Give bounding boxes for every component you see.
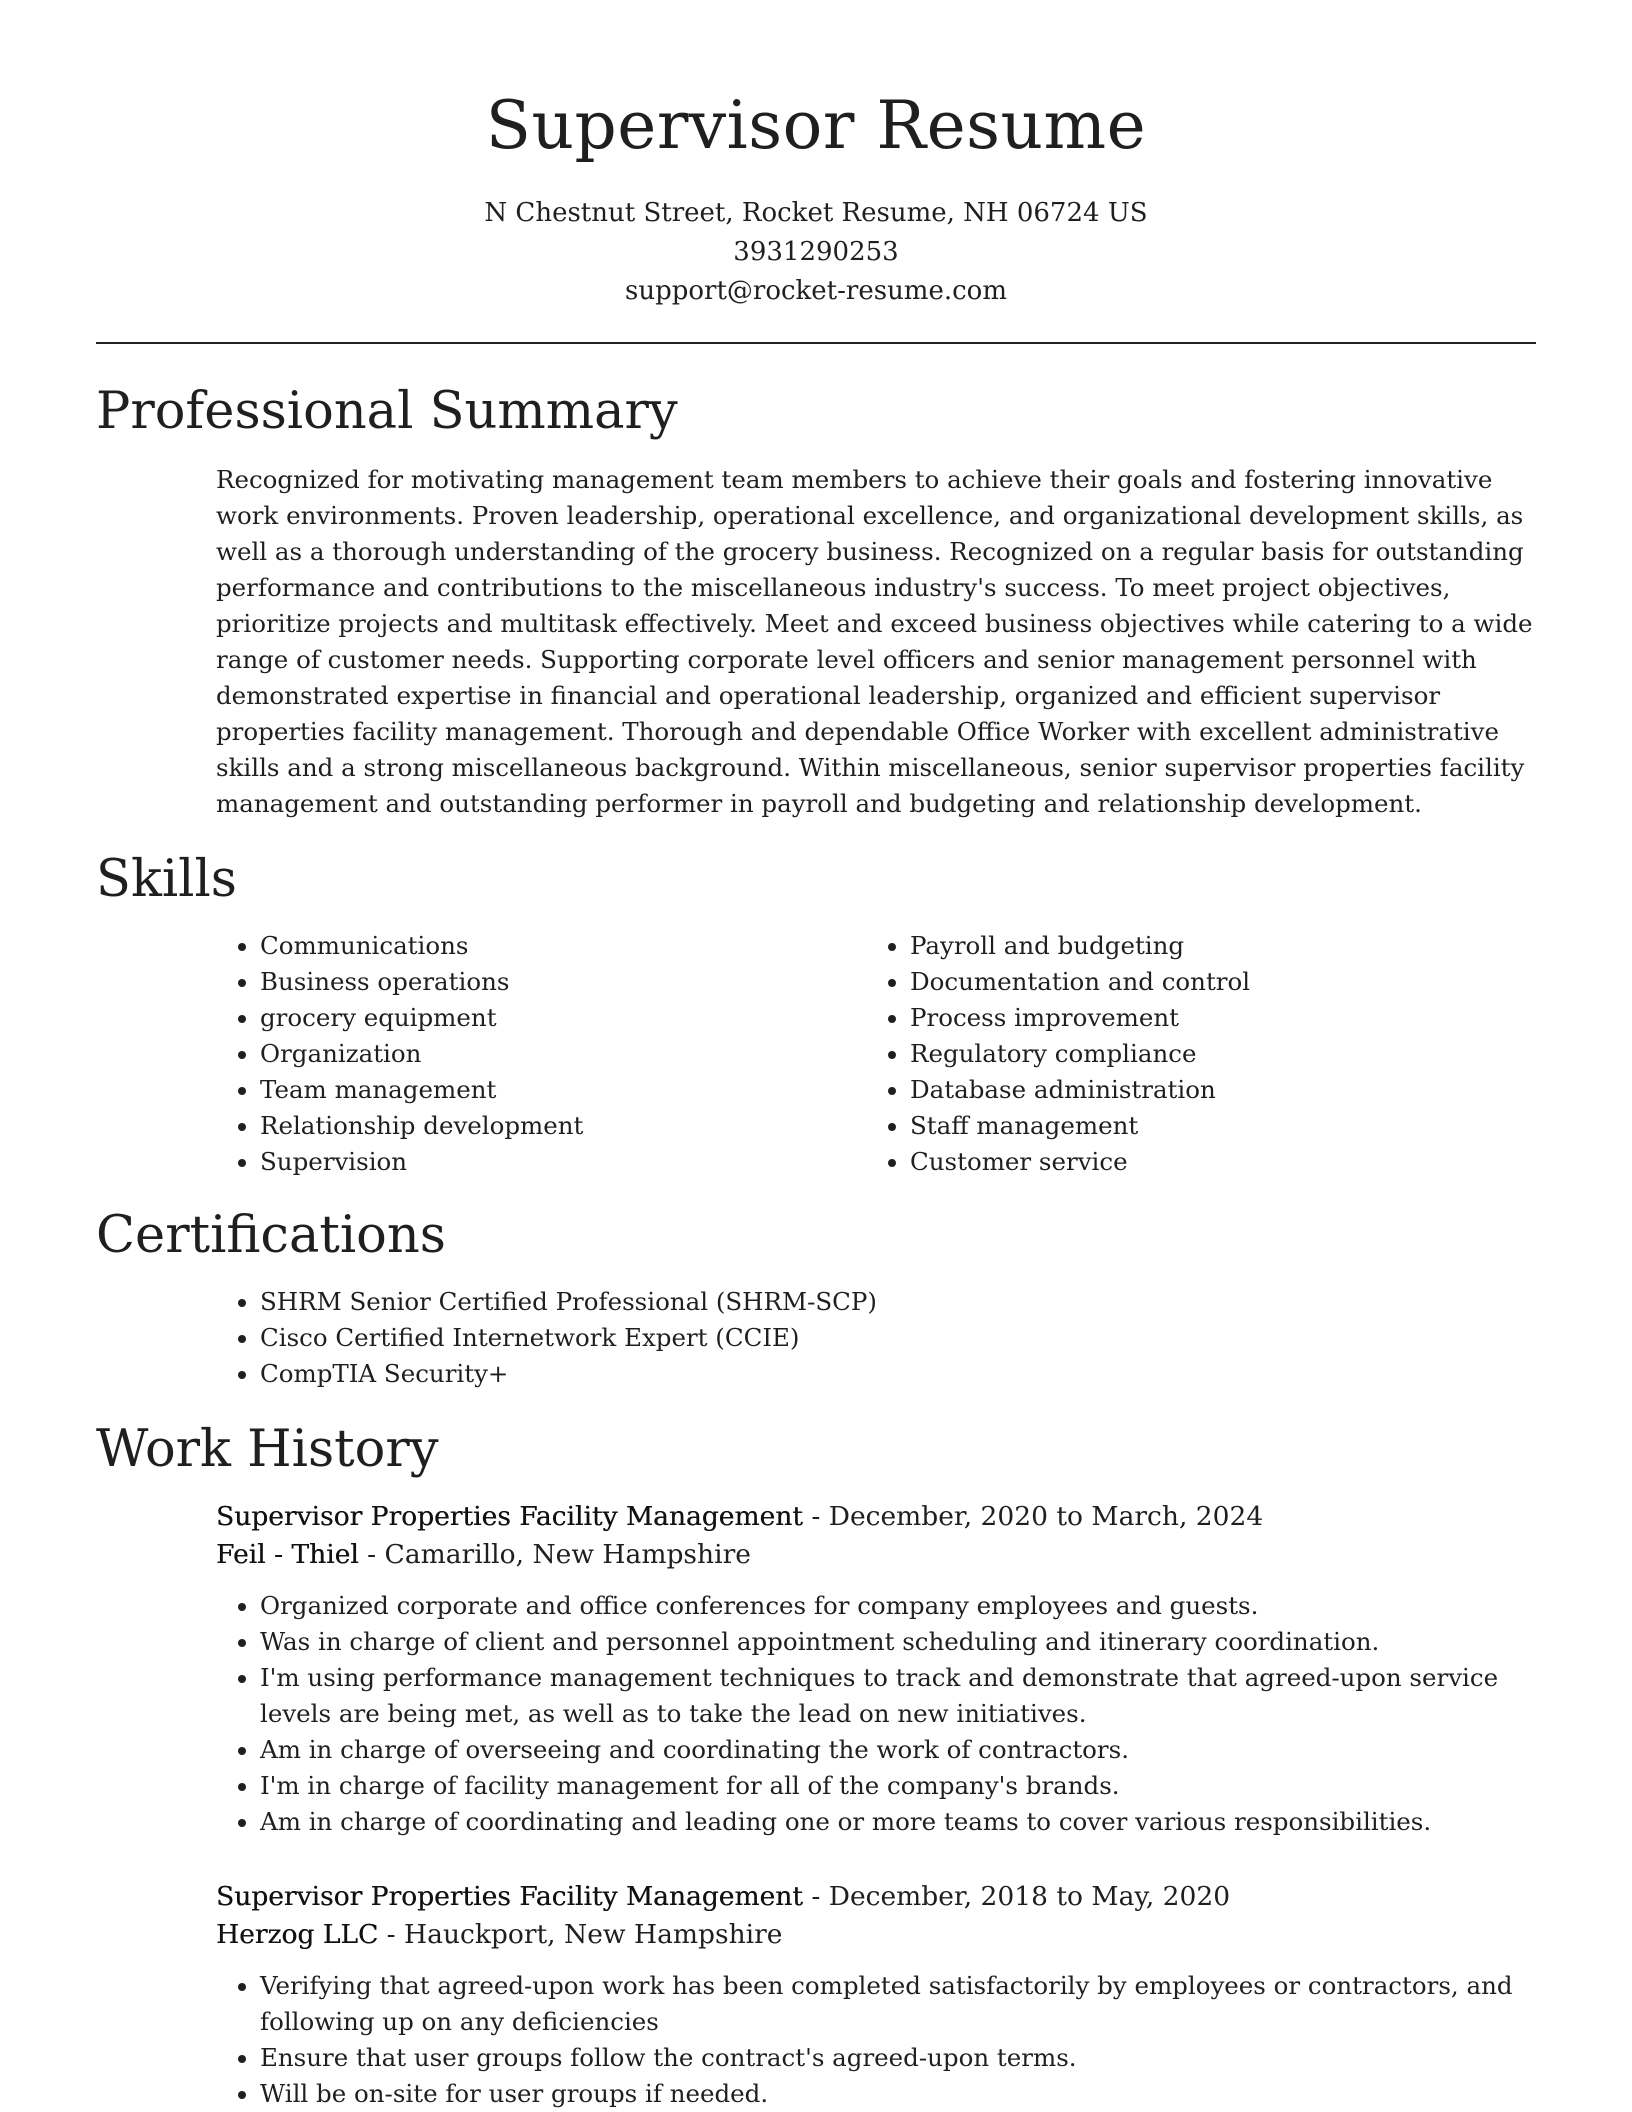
job-bullet: • I'm in charge of facility management for all of the company's brands. — [260, 1768, 1536, 1804]
job-role: Supervisor Properties Facility Management — [216, 1501, 803, 1532]
contact-email: support@rocket-resume.com — [624, 276, 1007, 306]
certification-item: • Cisco Certified Internetwork Expert (CCIE) — [260, 1320, 1536, 1356]
resume-title: Supervisor Resume — [485, 87, 1147, 164]
skill-item: • Relationship development — [260, 1108, 816, 1144]
job-company: Feil - Thiel — [216, 1539, 359, 1570]
header-divider — [96, 342, 1536, 344]
job-bullet: • I'm using performance management techniques to track and demonstrate that agreed-upon service levels are being met, as well as to take the lead on new initiatives. — [260, 1660, 1536, 1732]
job-bullets — [216, 1968, 1536, 2112]
job-dates: - December, 2020 to March, 2024 — [802, 1501, 1264, 1532]
certification-item: • SHRM Senior Certified Professional (SHRM-SCP) — [260, 1284, 1536, 1320]
summary-heading: Professional Summary — [96, 382, 678, 441]
skill-item: • Communications — [260, 928, 816, 964]
job-title-line — [216, 1878, 1536, 1916]
summary-text: Recognized for motivating management team members to achieve their goals and fostering innovative work environments. Proven leadership, operational excellence, and organizational development skills, as well as a thorough understanding of the grocery business. Recognized on a regular basis for outstanding performance and contributions to the miscellaneous industry's success. To meet project objectives, prioritize projects and multitask effectively. Meet and exceed business objectives while catering to a wide range of customer needs. Supporting corporate level officers and senior management personnel with demonstrated expertise in financial and operational leadership, organized and efficient supervisor properties facility management. Thorough and dependable Office Worker with excellent administrative skills and a strong miscellaneous background. Within miscellaneous, senior supervisor properties facility management and outstanding performer in payroll and budgeting and relationship development. — [216, 465, 1533, 818]
skill-item: • Customer service — [910, 1144, 1466, 1180]
job-company-line — [216, 1916, 1536, 1954]
skill-item: • Staff management — [910, 1108, 1466, 1144]
skill-item: • Process improvement — [910, 1000, 1466, 1036]
job-bullet: • Organized corporate and office conferences for company employees and guests. — [260, 1588, 1536, 1624]
certifications-heading: Certifications — [96, 1206, 446, 1265]
skill-item: • grocery equipment — [260, 1000, 816, 1036]
job-bullet: • Will be on-site for user groups if needed. — [260, 2076, 1536, 2112]
job-bullet: • Am in charge of overseeing and coordinating the work of contractors. — [260, 1732, 1536, 1768]
job-bullets — [216, 1588, 1536, 1840]
job-entry — [216, 1878, 1536, 2112]
skills-list-right — [866, 928, 1466, 1180]
contact-address: N Chestnut Street, Rocket Resume, NH 06724 US — [484, 198, 1148, 228]
job-location: - Camarillo, New Hampshire — [358, 1539, 751, 1570]
certifications-section — [216, 1284, 1536, 1392]
job-location: - Hauckport, New Hampshire — [378, 1919, 783, 1950]
contact-phone: 3931290253 — [733, 237, 899, 267]
work-history-heading: Work History — [96, 1420, 439, 1479]
job-dates: - December, 2018 to May, 2020 — [802, 1881, 1231, 1912]
job-company-line — [216, 1536, 1536, 1574]
job-title-line — [216, 1498, 1536, 1536]
job-bullet: • Ensure that user groups follow the contract's agreed-upon terms. — [260, 2040, 1536, 2076]
job-bullet: • Was in charge of client and personnel appointment scheduling and itinerary coordination. — [260, 1624, 1536, 1660]
skill-item: • Payroll and budgeting — [910, 928, 1466, 964]
certifications-list — [216, 1284, 1536, 1392]
skill-item: • Supervision — [260, 1144, 816, 1180]
skill-item: • Regulatory compliance — [910, 1036, 1466, 1072]
skill-item: • Business operations — [260, 964, 816, 1000]
skills-list-left — [216, 928, 816, 1180]
skills-column-left — [216, 928, 816, 1180]
skill-item: • Database administration — [910, 1072, 1466, 1108]
skill-item: • Documentation and control — [910, 964, 1466, 1000]
skills-column-right — [866, 928, 1466, 1180]
skill-item: • Organization — [260, 1036, 816, 1072]
job-bullet: • Verifying that agreed-upon work has been completed satisfactorily by employees or contractors, and following up on any deficiencies — [260, 1968, 1536, 2040]
job-entry — [216, 1498, 1536, 1840]
certification-item: • CompTIA Security+ — [260, 1356, 1536, 1392]
skills-heading: Skills — [96, 850, 237, 909]
summary-section — [216, 462, 1536, 822]
job-role: Supervisor Properties Facility Management — [216, 1881, 803, 1912]
job-company: Herzog LLC — [216, 1919, 379, 1950]
skill-item: • Team management — [260, 1072, 816, 1108]
job-bullet: • Am in charge of coordinating and leading one or more teams to cover various responsibilities. — [260, 1804, 1536, 1840]
contact-block — [0, 194, 1632, 311]
resume-header — [0, 0, 1632, 311]
